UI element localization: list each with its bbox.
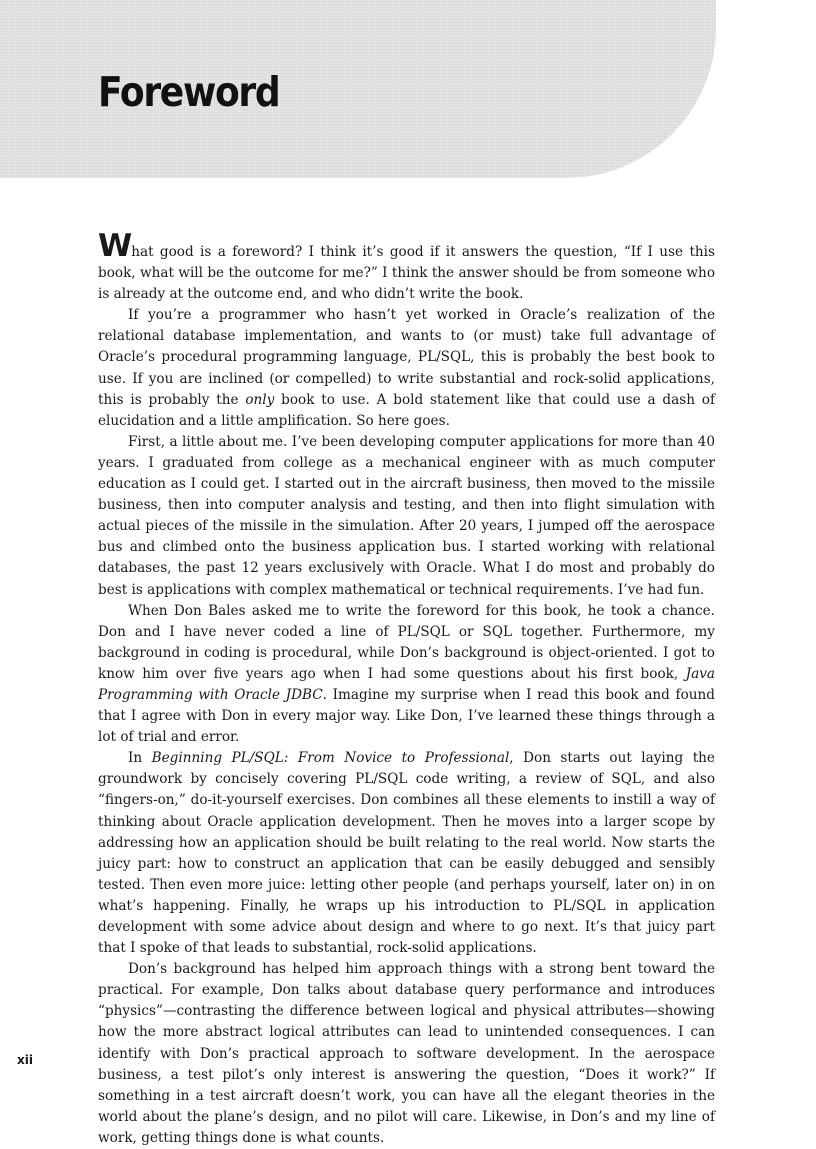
chapter-title: Foreword [98,68,280,116]
paragraph-6 [98,959,715,1149]
paragraph-4 [98,601,715,749]
paragraph-text: Don’s background has helped him approach things with a strong bent toward the practical. For example, Don talks about database query performance and introduces “physics”—contrasting the difference between logical and physical attributes—showing how the more abstract logical attributes can lead to unintended consequences. I can identify with Don’s practical approach to software development. In the aerospace business, a test pilot’s only interest is answering the question, “Does it work?” If something in a test aircraft doesn’t work, you can have all the elegant theories in the world about the plane’s design, and no pilot will care. Likewise, in Don’s and my line of work, getting things done is what counts. [98,961,715,1146]
foreword-body [98,228,715,1149]
paragraph-5 [98,748,715,959]
paragraph-3 [98,432,715,601]
paragraph-text: book to use. A bold statement like that could use a dash of elucidation and a little amplification. So here goes. [98,391,715,429]
drop-cap: W [98,228,132,264]
paragraph-text: If you’re a programmer who hasn’t yet worked in Oracle’s realization of the relational database implementation, and wants to (or must) take full advantage of Oracle’s procedural programming language, PL/SQL, this is probably the best book to use. If you are inclined (or compelled) to write substantial and rock-solid applications, this is probably the [98,307,715,408]
book-title-java-jdbc: Java Programming with Oracle JDBC [98,665,715,703]
paragraph-text: First, a little about me. I’ve been developing computer applications for more than 40 years. I graduated from college as a mechanical engineer with as much computer education as I could get. I started out in the aircraft business, then moved to the missile business, then into computer analysis and testing, and then into flight simulation with actual pieces of the missile in the simulation. After 20 years, I jumped off the aerospace bus and climbed onto the business application bus. I started working with relational databases, the past 12 years exclusively with Oracle. What I do most and probably do best is applications with complex mathematical or technical requirements. I’ve had fun. [98,433,715,598]
paragraph-text: , Don starts out laying the groundwork by concisely covering PL/SQL code writing, a review of SQL, and also “fingers-on,” do-it-yourself exercises. Don combines all these elements to instill a way of thinking about Oracle application development. Then he moves into a larger scope by addressing how an application should be built relating to the real world. Now starts the juicy part: how to construct an application that can be easily debugged and sensibly tested. Then even more juice: letting other people (and perhaps yourself, later on) in on what’s happening. Finally, he wraps up his introduction to PL/SQL in application development with some advice about design and where to go next. It’s that juicy part that I spoke of that leads to substantial, rock-solid applications. [98,750,715,957]
paragraph-1 [98,228,715,305]
paragraph-text: In [128,750,152,767]
page-number: xii [17,1053,33,1067]
paragraph-2 [98,305,715,432]
book-title-beginning-plsql: Beginning PL/SQL: From Novice to Professional [151,750,510,767]
paragraph-text: When Don Bales asked me to write the foreword for this book, he took a chance. Don and I have never coded a line of PL/SQL or SQL together. Furthermore, my background in coding is procedural, while Don’s background is object-oriented. I got to know him over five years ago when I had some questions about his first book, [98,602,715,682]
paragraph-text: . Imagine my surprise when I read this book and found that I agree with Don in every major way. Like Don, I’ve learned these things through a lot of trial and error. [98,686,715,746]
emphasis-only: only [245,391,275,408]
paragraph-text: hat good is a foreword? I think it’s good if it answers the question, “If I use this book, what will be the outcome for me?” I think the answer should be from someone who is already at the outcome end, and who didn’t write the book. [98,244,715,303]
